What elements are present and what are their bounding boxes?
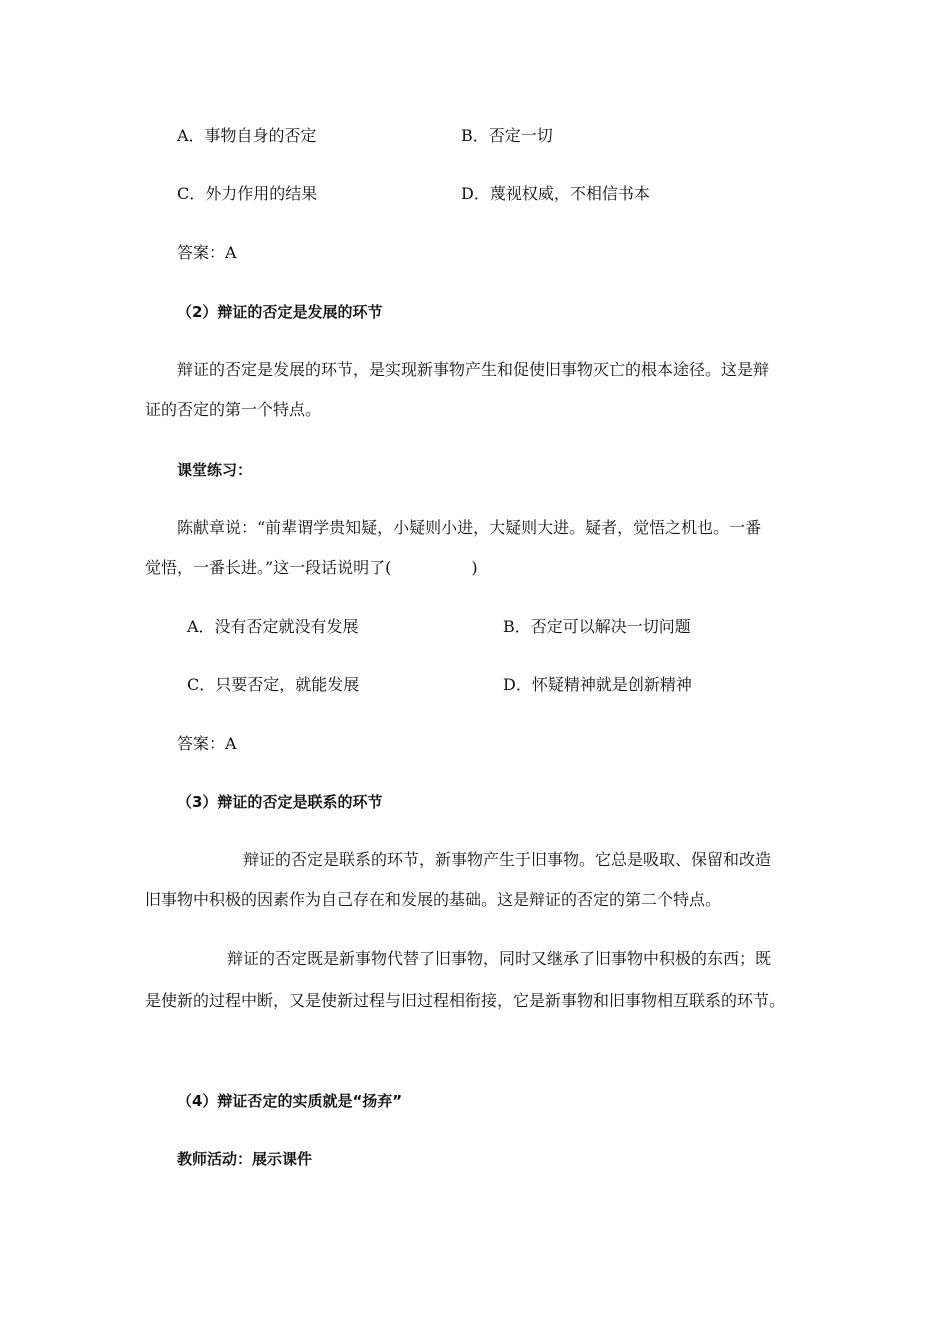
exercise-label: 课堂练习： xyxy=(177,461,253,479)
section3-para1-line1: 辩证的否定是联系的环节，新事物产生于旧事物。它总是吸取、保留和改造 xyxy=(243,850,772,869)
q1-option-d: D．蔑视权威，不相信书本 xyxy=(461,184,650,203)
exercise-option-b: B．否定可以解决一切问题 xyxy=(503,617,691,636)
teacher-activity: 教师活动：展示课件 xyxy=(177,1150,313,1168)
q1-answer: 答案：A xyxy=(177,243,237,262)
exercise-answer: 答案：A xyxy=(177,734,237,753)
section3-para2-line1: 辩证的否定既是新事物代替了旧事物，同时又继承了旧事物中积极的东西；既 xyxy=(227,949,772,968)
section4-heading: （4）辩证否定的实质就是“扬弃” xyxy=(177,1092,403,1110)
exercise-option-a: A．没有否定就没有发展 xyxy=(187,617,359,636)
exercise-question-line2: 觉悟，一番长进。”这一段话说明了( ) xyxy=(145,558,478,577)
exercise-option-c: C．只要否定，就能发展 xyxy=(187,675,360,694)
section3-heading: （3）辩证的否定是联系的环节 xyxy=(177,793,383,811)
section3-para1-line2: 旧事物中积极的因素作为自己存在和发展的基础。这是辩证的否定的第二个特点。 xyxy=(145,890,722,909)
q1-option-a: A．事物自身的否定 xyxy=(177,126,317,145)
q1-option-b: B．否定一切 xyxy=(461,126,553,145)
section2-heading: （2）辩证的否定是发展的环节 xyxy=(177,303,383,321)
exercise-option-d: D．怀疑精神就是创新精神 xyxy=(503,675,692,694)
exercise-question-line1: 陈献章说：“前辈谓学贵知疑，小疑则小进，大疑则大进。疑者，觉悟之机也。一番 xyxy=(177,518,762,537)
q1-option-c: C．外力作用的结果 xyxy=(177,184,318,203)
section2-para-line2: 证的否定的第一个特点。 xyxy=(145,400,322,419)
section3-para2-line2: 是使新的过程中断，又是使新过程与旧过程相衔接，它是新事物和旧事物相互联系的环节。 xyxy=(145,991,786,1010)
section2-para-line1: 辩证的否定是发展的环节，是实现新事物产生和促使旧事物灭亡的根本途径。这是辩 xyxy=(177,360,770,379)
